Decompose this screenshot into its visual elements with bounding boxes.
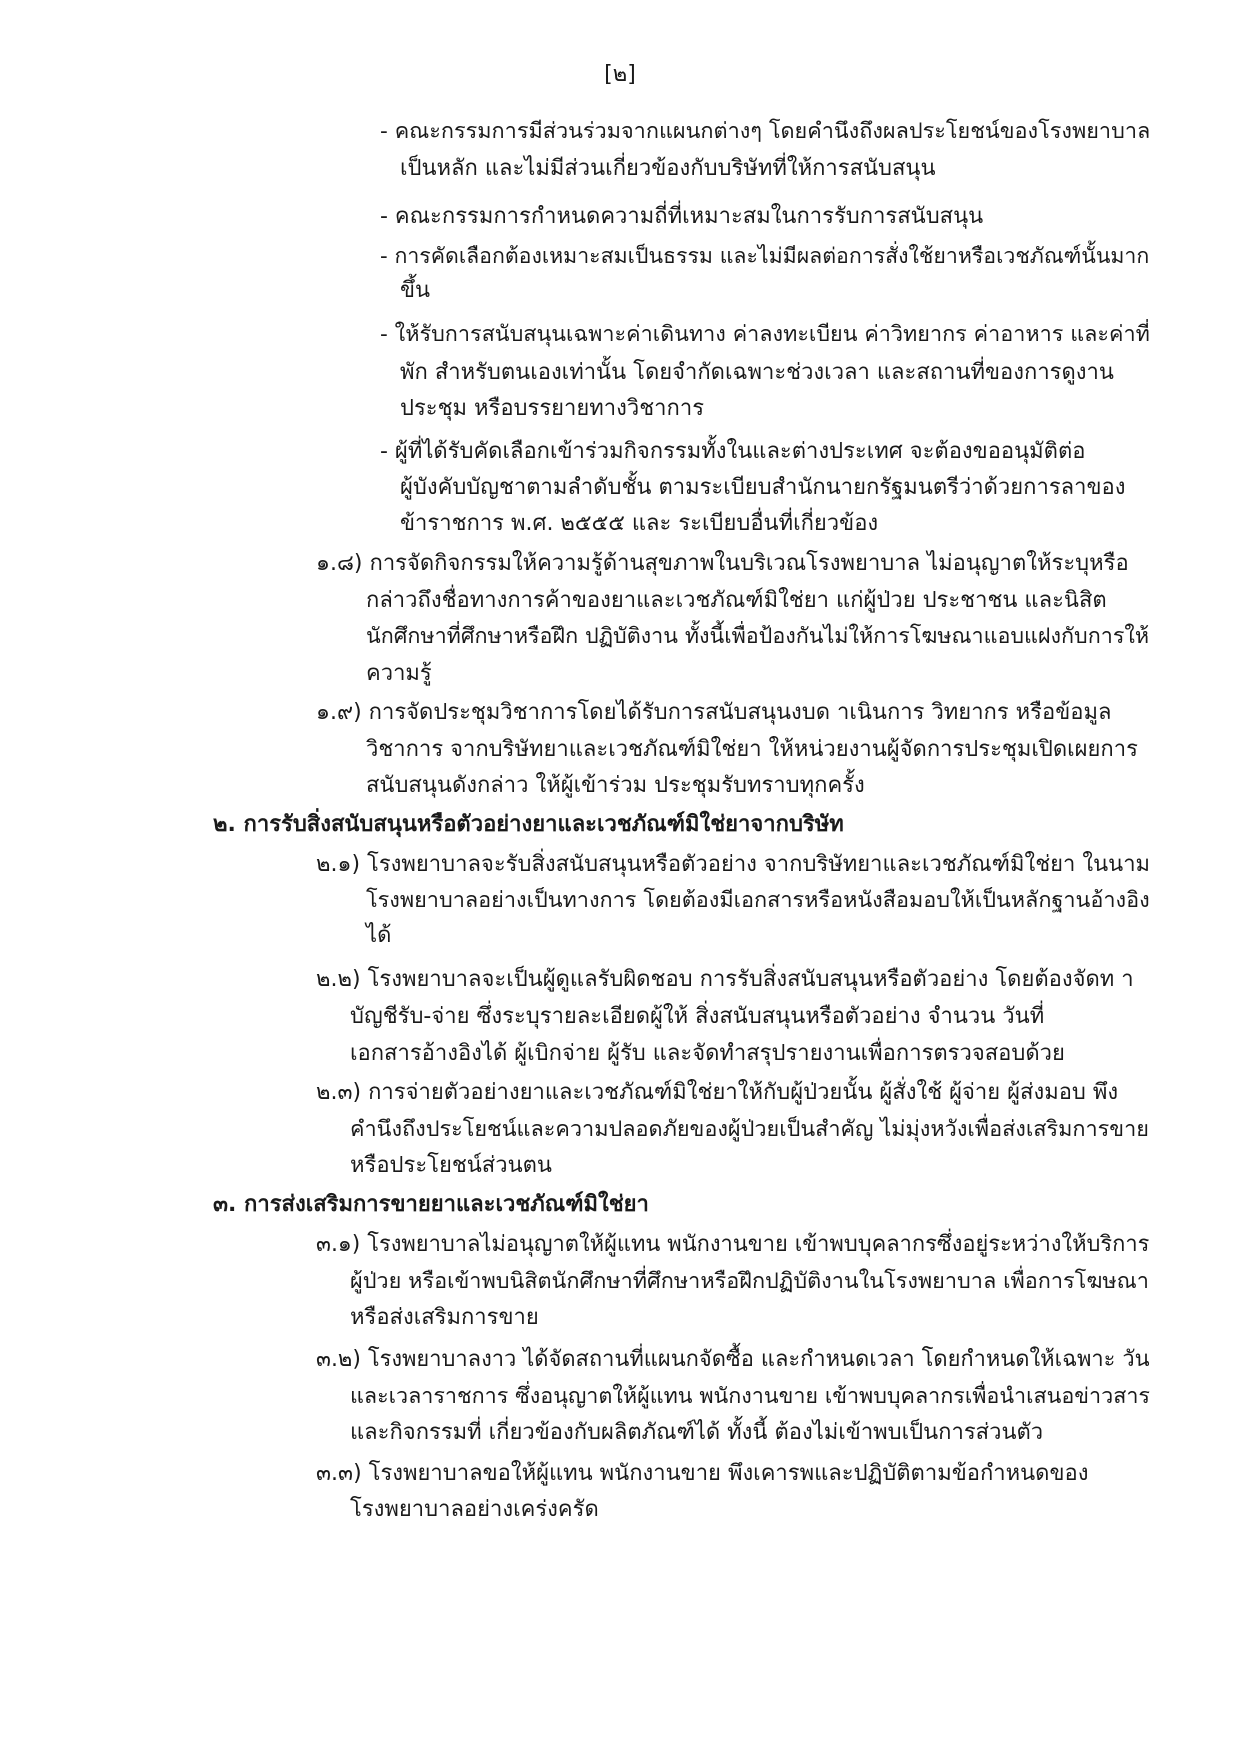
text-line: ความรู้ (366, 661, 432, 686)
text-line: ๓.๓) โรงพยาบาลขอให้ผู้แทน พนักงานขาย พึงเคารพและปฏิบัติตามข้อกำหนดของ (316, 1461, 1089, 1486)
text-line: ๒.๓) การจ่ายตัวอย่างยาและเวชภัณฑ์มิใช่ยาให้กับผู้ป่วยนั้น ผู้สั่งใช้ ผู้จ่าย ผู้ส่งมอบ พึง (316, 1080, 1119, 1105)
text-line: วิชาการ จากบริษัทยาและเวชภัณฑ์มิใช่ยา ให้หน่วยงานผู้จัดการประชุมเปิดเผยการ (366, 737, 1138, 762)
text-line: พัก สำหรับตนเองเท่านั้น โดยจำกัดเฉพาะช่วงเวลา และสถานที่ของการดูงาน (400, 360, 1114, 385)
text-line: คำนึงถึงประโยชน์และความปลอดภัยของผู้ป่วยเป็นสำคัญ ไม่มุ่งหวังเพื่อส่งเสริมการขาย (350, 1117, 1149, 1142)
text-line: - การคัดเลือกต้องเหมาะสมเป็นธรรม และไม่มีผลต่อการสั่งใช้ยาหรือเวชภัณฑ์นั้นมาก (380, 244, 1150, 269)
text-line: ขึ้น (400, 278, 431, 303)
text-line: หรือส่งเสริมการขาย (350, 1305, 539, 1330)
text-line: หรือประโยชน์ส่วนตน (350, 1153, 552, 1178)
text-line: ๑.๙) การจัดประชุมวิชาการโดยได้รับการสนับสนุนงบด าเนินการ วิทยากร หรือข้อมูล (316, 700, 1112, 725)
text-line: ๒.๑) โรงพยาบาลจะรับสิ่งสนับสนุนหรือตัวอย่าง จากบริษัทยาและเวชภัณฑ์มิใช่ยา ในนาม (316, 852, 1151, 877)
text-line: โรงพยาบาลอย่างเป็นทางการ โดยต้องมีเอกสารหรือหนังสือมอบให้เป็นหลักฐานอ้างอิง (366, 888, 1150, 913)
text-line: - ผู้ที่ได้รับคัดเลือกเข้าร่วมกิจกรรมทั้งในและต่างประเทศ จะต้องขออนุมัติต่อ (380, 439, 1086, 464)
text-line: กล่าวถึงชื่อทางการค้าของยาและเวชภัณฑ์มิใช่ยา แก่ผู้ป่วย ประชาชน และนิสิต (366, 588, 1107, 613)
text-line: โรงพยาบาลอย่างเคร่งครัด (350, 1497, 599, 1522)
text-line: ผู้บังคับบัญชาตามลำดับชั้น ตามระเบียบสำนักนายกรัฐมนตรีว่าด้วยการลาของ (400, 475, 1126, 500)
section-heading: ๒. การรับสิ่งสนับสนุนหรือตัวอย่างยาและเวชภัณฑ์มิใช่ยาจากบริษัท (213, 812, 844, 837)
text-line: บัญชีรับ-จ่าย ซึ่งระบุรายละเอียดผู้ให้ สิ่งสนับสนุนหรือตัวอย่าง จำนวน วันที่ (350, 1004, 1045, 1029)
text-line: ผู้ป่วย หรือเข้าพบนิสิตนักศึกษาที่ศึกษาหรือฝึกปฏิบัติงานในโรงพยาบาล เพื่อการโฆษณา (350, 1269, 1149, 1294)
text-line: - คณะกรรมการมีส่วนร่วมจากแผนกต่างๆ โดยคำนึงถึงผลประโยชน์ของโรงพยาบาล (380, 119, 1151, 144)
text-line: ประชุม หรือบรรยายทางวิชาการ (400, 396, 705, 421)
text-line: ข้าราชการ พ.ศ. ๒๕๕๕ และ ระเบียบอื่นที่เกี่ยวข้อง (400, 511, 879, 536)
text-line: ๒.๒) โรงพยาบาลจะเป็นผู้ดูแลรับผิดชอบ การรับสิ่งสนับสนุนหรือตัวอย่าง โดยต้องจัดท า (316, 967, 1134, 992)
text-line: ๑.๘) การจัดกิจกรรมให้ความรู้ด้านสุขภาพในบริเวณโรงพยาบาล ไม่อนุญาตให้ระบุหรือ (316, 551, 1129, 576)
text-line: นักศึกษาที่ศึกษาหรือฝึก ปฏิบัติงาน ทั้งนี้เพื่อป้องกันไม่ให้การโฆษณาแอบแฝงกับการให้ (366, 624, 1150, 649)
text-line: ๓.๑) โรงพยาบาลไม่อนุญาตให้ผู้แทน พนักงานขาย เข้าพบบุคลากรซึ่งอยู่ระหว่างให้บริการ (316, 1232, 1150, 1257)
text-line: - ให้รับการสนับสนุนเฉพาะค่าเดินทาง ค่าลงทะเบียน ค่าวิทยากร ค่าอาหาร และค่าที่ (380, 322, 1150, 347)
text-line: เอกสารอ้างอิงได้ ผู้เบิกจ่าย ผู้รับ และจัดทำสรุปรายงานเพื่อการตรวจสอบด้วย (350, 1041, 1065, 1066)
section-heading: ๓. การส่งเสริมการขายยาและเวชภัณฑ์มิใช่ยา (213, 1192, 649, 1217)
text-line: และเวลาราชการ ซึ่งอนุญาตให้ผู้แทน พนักงานขาย เข้าพบบุคลากรเพื่อนำเสนอข่าวสาร (350, 1384, 1150, 1409)
text-line: และกิจกรรมที่ เกี่ยวข้องกับผลิตภัณฑ์ได้ ทั้งนี้ ต้องไม่เข้าพบเป็นการส่วนตัว (350, 1420, 1044, 1445)
text-line: เป็นหลัก และไม่มีส่วนเกี่ยวข้องกับบริษัทที่ให้การสนับสนุน (400, 156, 936, 181)
text-line: - คณะกรรมการกำหนดความถี่ที่เหมาะสมในการรับการสนับสนุน (380, 204, 984, 229)
text-line: สนับสนุนดังกล่าว ให้ผู้เข้าร่วม ประชุมรับทราบทุกครั้ง (366, 773, 865, 798)
page-number: [๒] (604, 62, 636, 87)
text-line: ได้ (366, 923, 392, 948)
text-line: ๓.๒) โรงพยาบาลงาว ได้จัดสถานที่แผนกจัดซื้อ และกำหนดเวลา โดยกำหนดให้เฉพาะ วัน (316, 1347, 1150, 1372)
